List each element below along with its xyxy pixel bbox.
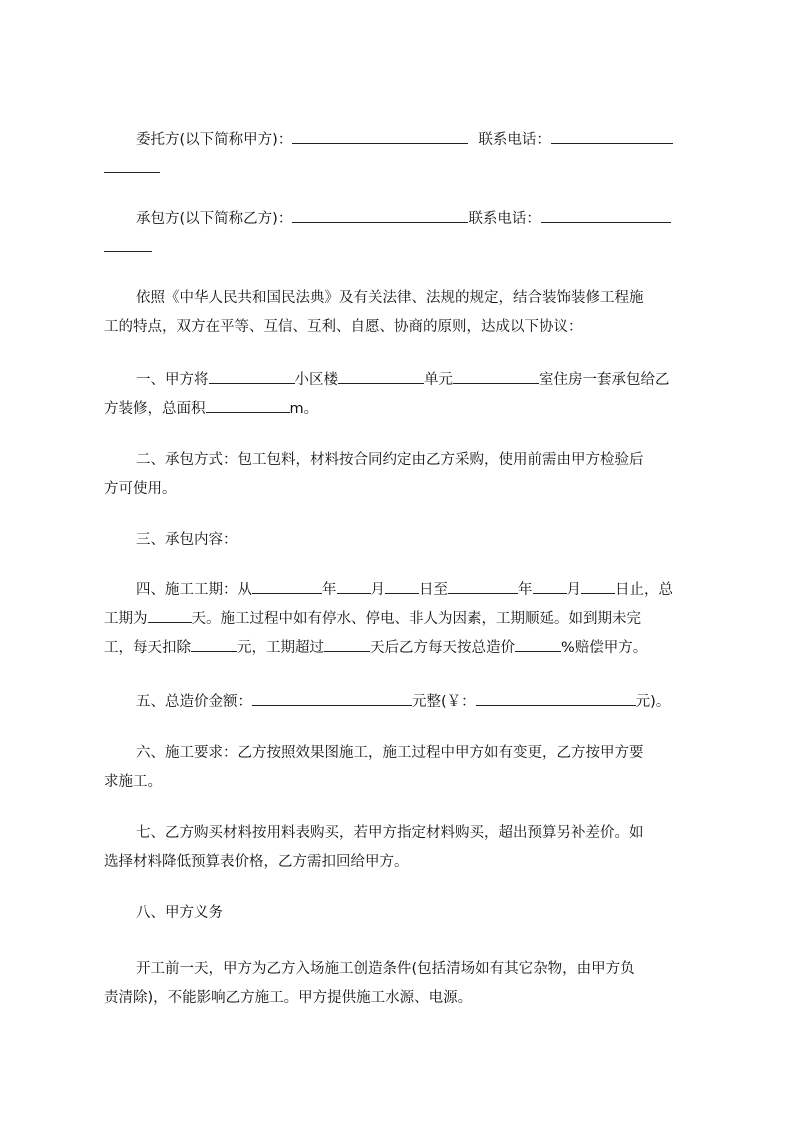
clause-6-line-2: 求施工。 — [104, 774, 162, 790]
clause-1-text-c: 单元 — [424, 372, 453, 388]
preamble-line-2: 工的特点，双方在平等、互信、互利、自愿、协商的原则，达成以下协议： — [104, 319, 583, 335]
clause-8-title-block — [104, 899, 704, 928]
clause-3 — [104, 526, 704, 555]
overdue-days-blank[interactable] — [324, 634, 370, 652]
clause-2-text-1: 二、承包方式：包工包料，材料按合同约定由乙方采购，使用前需由甲方检验后 — [136, 452, 644, 468]
daily-deduction-blank[interactable] — [191, 634, 237, 652]
clause-4-text-d: 工，每天扣除 — [104, 640, 191, 656]
clause-6-text-1: 六、施工要求：乙方按照效果图施工，施工过程中甲方如有变更，乙方按甲方要 — [136, 745, 644, 761]
start-day-blank[interactable] — [385, 576, 419, 594]
clause-8-line-2: 责清除)，不能影响乙方施工。甲方提供施工水源、电源。 — [104, 990, 473, 1006]
clause-1-text-b: 小区楼 — [294, 372, 338, 388]
party-a-line — [104, 126, 704, 155]
clause-4-text-c: 天。施工过程中如有停水、停电、非人为因素，工期顺延。如到期未完 — [191, 611, 641, 627]
party-a-section — [104, 126, 704, 184]
clause-3-text: 三、承包内容： — [136, 532, 238, 548]
clause-4-text-b: 工期为 — [104, 611, 148, 627]
clause-4-text-a: 四、施工工期：从 — [136, 582, 252, 598]
clause-7 — [104, 819, 704, 877]
party-a-phone-blank-cont[interactable] — [104, 155, 160, 173]
duration-days-blank[interactable] — [148, 605, 192, 623]
party-b-section — [104, 205, 704, 263]
total-price-words-blank[interactable] — [252, 688, 412, 706]
clause-3-line — [104, 526, 704, 555]
preamble-line-1 — [104, 284, 704, 313]
clause-4-line-1 — [104, 576, 704, 605]
party-b-name-blank[interactable] — [292, 205, 468, 223]
clause-1-line-1 — [104, 366, 704, 395]
building-blank[interactable] — [338, 366, 424, 384]
total-price-number-blank[interactable] — [476, 688, 636, 706]
party-a-phone-label: 联系电话： — [478, 132, 551, 148]
community-blank[interactable] — [209, 366, 295, 384]
clause-5-line — [104, 688, 704, 717]
clause-7-line-2: 选择材料降低预算表价格，乙方需扣回给甲方。 — [104, 854, 409, 870]
clause-5 — [104, 688, 704, 717]
clause-4-day-to: 日至 — [419, 582, 448, 598]
clause-5-text-a: 五、总造价金额： — [136, 694, 252, 710]
clause-4-text-g: %赔偿甲方。 — [561, 640, 648, 656]
clause-4-month-1: 月 — [370, 582, 385, 598]
clause-4-text-e: 元，工期超过 — [237, 640, 324, 656]
clause-8-title-line — [104, 899, 704, 928]
clause-1-line-2 — [104, 395, 704, 424]
clause-4-day-end: 日止，总 — [615, 582, 673, 598]
clause-8-text-1: 开工前一天，甲方为乙方入场施工创造条件(包括清场如有其它杂物，由甲方负 — [136, 961, 635, 977]
party-a-line-cont — [104, 155, 704, 184]
clause-7-text-1: 七、乙方购买材料按用料表购买，若甲方指定材料购买，超出预算另补差价。如 — [136, 825, 644, 841]
clause-5-text-b: 元整(￥： — [412, 694, 476, 710]
party-b-phone-label: 联系电话： — [468, 211, 541, 227]
clause-4-year-1: 年 — [322, 582, 337, 598]
end-day-blank[interactable] — [581, 576, 615, 594]
clause-4-month-2: 月 — [566, 582, 581, 598]
party-b-label: 承包方(以下简称乙方)： — [136, 211, 293, 227]
clause-1-text-a: 一、甲方将 — [136, 372, 209, 388]
clause-8-line-1 — [104, 955, 704, 984]
clause-1-text-d: 室住房一套承包给乙 — [539, 372, 670, 388]
clause-6-line-1 — [104, 739, 704, 768]
start-year-blank[interactable] — [252, 576, 322, 594]
clause-2-line-2: 方可使用。 — [104, 481, 177, 497]
clause-4-line-2 — [104, 605, 704, 634]
unit-blank[interactable] — [453, 366, 539, 384]
clause-1 — [104, 366, 704, 424]
party-b-line-cont — [104, 234, 704, 263]
clause-6 — [104, 739, 704, 797]
party-b-phone-blank[interactable] — [541, 205, 671, 223]
clause-7-line-1 — [104, 819, 704, 848]
clause-2-line-1 — [104, 446, 704, 475]
clause-4-line-3 — [104, 634, 704, 663]
area-blank[interactable] — [206, 395, 290, 413]
preamble-text-1: 依照《中华人民共和国民法典》及有关法律、法规的规定，结合装饰装修工程施 — [136, 290, 644, 306]
penalty-percent-blank[interactable] — [515, 634, 561, 652]
clause-8-body — [104, 955, 704, 1013]
preamble — [104, 284, 704, 342]
clause-2 — [104, 446, 704, 504]
party-b-phone-blank-cont[interactable] — [104, 234, 152, 252]
end-month-blank[interactable] — [533, 576, 567, 594]
party-a-name-blank[interactable] — [292, 126, 468, 144]
party-b-line — [104, 205, 704, 234]
clause-4-year-2: 年 — [518, 582, 533, 598]
start-month-blank[interactable] — [337, 576, 371, 594]
clause-5-text-c: 元)。 — [635, 694, 671, 710]
end-year-blank[interactable] — [448, 576, 518, 594]
clause-4 — [104, 576, 704, 663]
party-a-phone-blank[interactable] — [551, 126, 673, 144]
clause-8-title: 八、甲方义务 — [136, 905, 223, 921]
clause-4-text-f: 天后乙方每天按总造价 — [370, 640, 515, 656]
clause-1-text-e: 方装修，总面积 — [104, 401, 206, 417]
party-a-label: 委托方(以下简称甲方)： — [136, 132, 293, 148]
clause-1-text-f: m。 — [289, 401, 319, 417]
